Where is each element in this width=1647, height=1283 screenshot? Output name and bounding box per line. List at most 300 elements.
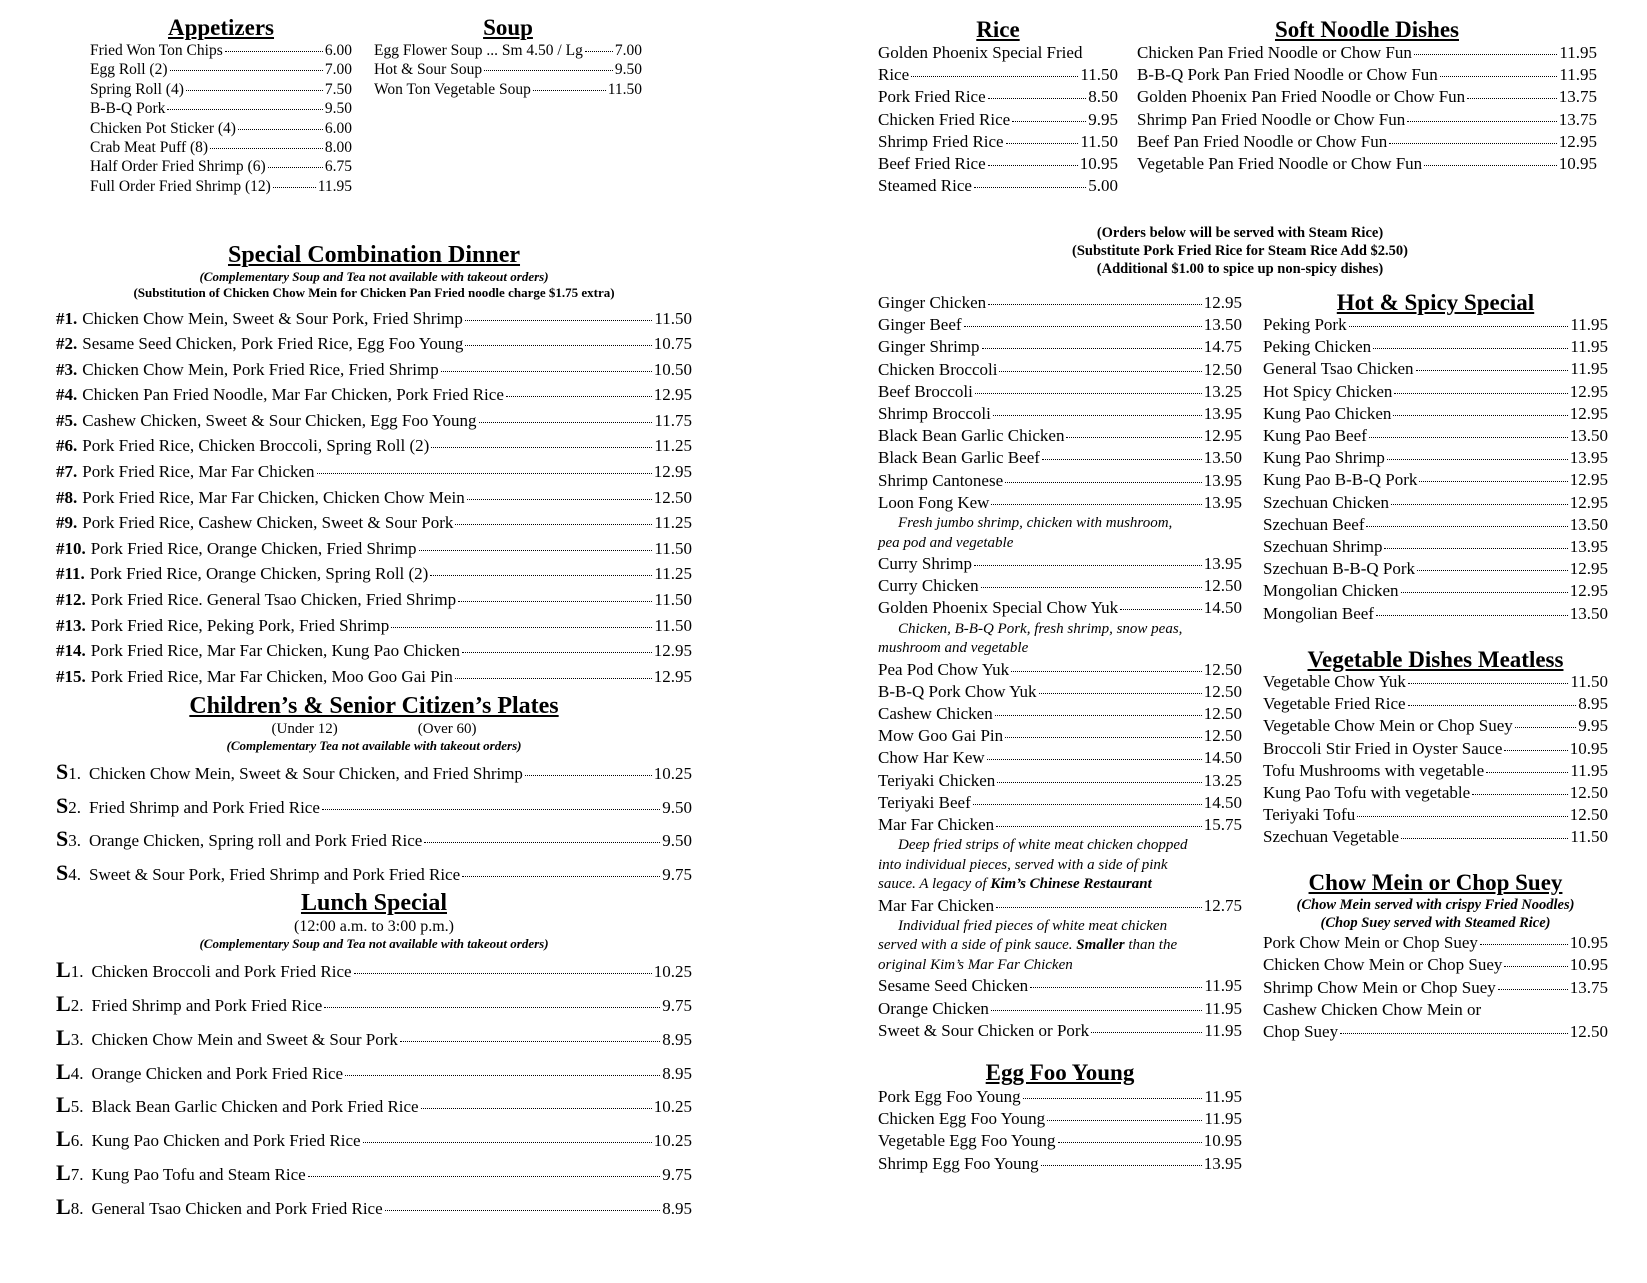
item-price: 14.50 [1203,598,1242,618]
item-price: 13.75 [1558,109,1597,129]
item-price: 11.95 [1204,1087,1242,1106]
menu-item[interactable] [374,80,642,99]
menu-item[interactable] [1263,425,1608,447]
menu-item[interactable] [878,86,1118,108]
item-price: 13.95 [1203,470,1242,490]
menu-item[interactable] [1263,826,1608,848]
menu-item[interactable] [56,331,692,357]
item-name: Egg Flower Soup ... Sm 4.50 / Lg [374,42,583,59]
menu-item[interactable] [878,725,1242,747]
item-name: Pork Fried Rice, Mar Far Chicken, Moo Goo Gai Pin [90,666,453,686]
soup-section [374,16,642,99]
leader-dots [1373,348,1568,349]
menu-item[interactable] [1263,715,1608,737]
item-price: 13.25 [1203,381,1242,401]
menu-item[interactable] [1263,671,1608,693]
item-name: Pork Fried Rice, Mar Far Chicken, Kung Pao Chicken [90,641,460,661]
item-code-number: 4. [68,865,81,885]
leader-dots [533,90,606,91]
item-name: Cashew Chicken, Sweet & Sour Chicken, Egg Foo Young [82,410,477,430]
item-name: Chicken Chow Mein, Sweet & Sour Chicken, and Fried Shrimp [89,764,523,784]
menu-item[interactable] [1137,131,1597,153]
veg-list [1263,671,1608,849]
item-code: #8. [56,487,78,507]
menu-item[interactable] [56,459,692,485]
item-price: 10.75 [653,334,692,354]
menu-item[interactable] [1263,782,1608,804]
menu-item[interactable] [56,857,692,891]
egg-foo-young-section [878,1061,1242,1175]
item-price: 11.75 [654,410,692,430]
menu-item[interactable] [878,747,1242,769]
menu-item[interactable] [56,613,692,639]
item-price: 12.95 [653,666,692,686]
item-price: 13.50 [1203,315,1242,335]
item-code-letter: S [56,826,69,852]
item-name: Vegetable Fried Rice [1263,694,1406,714]
item-code: #15. [56,666,86,686]
item-code-number: 2. [70,996,84,1016]
item-price: 13.50 [1569,603,1608,623]
item-name: Crab Meat Puff (8) [90,139,209,157]
item-price: 13.25 [1203,770,1242,790]
menu-item[interactable] [878,681,1242,703]
item-name: Szechuan B-B-Q Pork [1263,559,1416,579]
leader-dots [455,524,652,525]
item-name: Sweet & Sour Pork, Fried Shrimp and Pork Fried Rice [89,865,461,885]
item-name: Chicken Chow Mein and Sweet & Sour Pork [91,1029,398,1049]
item-price: 11.25 [654,436,692,456]
item-name: Orange Chicken and Pork Fried Rice [91,1063,344,1083]
item-name: Orange Chicken, Spring roll and Pork Fried Rice [89,831,423,851]
menu-item[interactable] [1263,804,1608,826]
menu-item[interactable] [1263,932,1608,954]
leader-dots [975,393,1202,394]
leader-dots [1417,570,1568,571]
item-code-number: 3. [70,1029,84,1049]
leader-dots [1408,683,1568,684]
menu-item[interactable] [1263,381,1608,403]
menu-item[interactable] [90,99,352,118]
item-price: 12.95 [1569,492,1608,512]
item-price: 9.50 [324,100,352,118]
menu-item[interactable] [90,177,352,196]
leader-dots [400,1041,660,1042]
menu-item[interactable] [1263,447,1608,469]
menu-item[interactable] [1137,42,1597,64]
item-name: Hot Spicy Chicken [1263,381,1393,401]
item-code-number: 6. [70,1131,84,1151]
item-name: Kung Pao Tofu and Steam Rice [91,1165,306,1185]
leader-dots [1120,609,1202,610]
children-note: (Complementary Tea not available with takeout orders) [226,738,522,753]
item-price: 6.00 [324,42,352,59]
item-name: Mow Goo Gai Pin [878,726,1004,746]
menu-item[interactable] [56,1157,692,1191]
item-price: 10.25 [653,962,692,982]
leader-dots [995,715,1202,716]
item-name: Shrimp Broccoli [878,404,991,424]
leader-dots [1039,693,1202,694]
leader-dots [1369,437,1568,438]
item-code: #7. [56,462,78,482]
item-name: Fried Won Ton Chips [90,42,223,59]
leader-dots [1391,504,1568,505]
menu-item[interactable] [56,536,692,562]
item-name: Loon Fong Kew [878,492,990,512]
item-name: Sweet & Sour Chicken or Pork [878,1020,1090,1040]
menu-item[interactable] [878,1108,1242,1130]
item-name: Pork Fried Rice, Mar Far Chicken, Chicken Chow Mein [82,487,465,507]
combo-section [56,243,692,689]
menu-item[interactable] [1137,86,1597,108]
item-price: 7.00 [614,42,642,59]
leader-dots [324,1007,660,1008]
item-code: #3. [56,359,78,379]
item-price: 10.25 [653,1097,692,1117]
menu-item[interactable] [878,1153,1242,1175]
item-name: Chicken Chow Mein, Pork Fried Rice, Fried Shrimp [82,359,439,379]
item-name: Chicken Pot Sticker (4) [90,119,236,137]
leader-dots [455,678,652,679]
menu-item[interactable] [1137,109,1597,131]
leader-dots [1486,772,1568,773]
leader-dots [911,76,1078,77]
leader-dots [345,1075,660,1076]
menu-item[interactable] [56,823,692,857]
menu-item[interactable] [878,64,1118,86]
item-name: Full Order Fried Shrimp (12) [90,177,271,195]
menu-item[interactable] [878,447,1242,469]
menu-item[interactable] [374,41,642,60]
menu-item[interactable] [56,306,692,332]
leader-dots [458,601,652,602]
leader-dots [974,565,1202,566]
menu-item[interactable] [56,790,692,824]
leader-dots [1376,615,1568,616]
item-price: 12.95 [1203,293,1242,312]
item-name: Pork Fried Rice, Peking Pork, Fried Shrimp [90,615,390,635]
item-price: 11.50 [654,615,692,635]
item-price: 12.50 [1569,805,1608,825]
item-name: Black Bean Garlic Chicken and Pork Fried Rice [91,1097,419,1117]
item-price: 10.50 [653,359,692,379]
item-price: 13.95 [1203,404,1242,424]
item-name: Golden Phoenix Special Chow Yuk [878,598,1119,618]
menu-item[interactable] [374,60,642,79]
leader-dots [484,70,613,71]
menu-item[interactable] [90,80,352,99]
item-price: 11.50 [1080,131,1118,151]
menu-item[interactable] [1263,358,1608,380]
main-dishes-section [878,292,1242,1042]
item-code: #10. [56,538,86,558]
item-name: Black Bean Garlic Chicken [878,426,1065,446]
item-price: 8.95 [662,1198,692,1218]
item-name: B-B-Q Pork Chow Yuk [878,681,1037,701]
menu-item[interactable] [56,433,692,459]
menu-item[interactable] [56,561,692,587]
item-name: Szechuan Vegetable [1263,827,1400,847]
menu-item[interactable] [56,1022,692,1056]
leader-dots [1407,121,1557,122]
leader-dots [1357,816,1568,817]
menu-item[interactable] [878,975,1242,997]
menu-item[interactable] [56,1191,692,1225]
noodle-title: Soft Noodle Dishes [1274,17,1459,42]
menu-item[interactable] [56,988,692,1022]
menu-item[interactable] [878,597,1242,619]
menu-item[interactable] [1263,492,1608,514]
menu-item[interactable] [878,792,1242,814]
menu-item[interactable] [878,492,1242,514]
menu-item[interactable] [878,336,1242,358]
menu-item[interactable]: Mar Far Chicken 12.75 [878,895,1242,915]
item-name: Chicken Pan Fried Noodle, Mar Far Chicken, Pork Fried Rice [82,385,504,405]
menu-item[interactable] [1263,738,1608,760]
mar-far-small-description: Individual fried pieces of white meat chicken served with a side of pink sauce. Smaller than the original Kim’s Mar Far Chicken [878,917,1178,973]
leader-dots [991,1010,1202,1011]
item-name: General Tsao Chicken and Pork Fried Rice [91,1198,383,1218]
menu-item[interactable] [56,1089,692,1123]
menu-item[interactable]: Chop Suey 12.50 [1263,1022,1608,1042]
item-name: Peking Chicken [1263,337,1372,357]
item-price: 5.00 [1088,176,1118,196]
item-name: Rice [878,65,910,85]
children-section [56,694,692,891]
item-name: Broccoli Stir Fried in Oyster Sauce [1263,738,1503,758]
item-price: 12.95 [653,641,692,661]
menu-item[interactable] [56,1056,692,1090]
menu-item[interactable] [878,425,1242,447]
item-price: 11.95 [1570,359,1608,379]
item-name: Chicken Chow Mein, Sweet & Sour Pork, Fried Shrimp [82,308,463,328]
item-name: Beef Pan Fried Noodle or Chow Fun [1137,131,1388,151]
item-price: 7.50 [324,80,352,98]
item-price: 13.95 [1569,448,1608,468]
item-price: 14.50 [1203,748,1242,768]
leader-dots [308,1176,661,1177]
orders-note-1: (Orders below will be served with Steam Rice) [1096,225,1384,241]
menu-item[interactable] [878,153,1118,175]
menu-item[interactable] [56,638,692,664]
leader-dots [996,826,1202,827]
menu-item[interactable] [878,814,1242,836]
menu-item[interactable] [90,119,352,138]
item-code-number: 8. [70,1198,84,1218]
item-code-letter: L [56,1160,71,1186]
leader-dots [1419,481,1567,482]
menu-item[interactable] [56,954,692,988]
menu-item[interactable] [1263,760,1608,782]
menu-item[interactable] [56,485,692,511]
menu-item[interactable] [878,575,1242,597]
item-price: 7.00 [324,61,352,79]
orders-note-2: (Substitute Pork Fried Rice for Steam Rice Add $2.50) [1071,243,1408,260]
leader-dots [525,775,652,776]
menu-item[interactable] [878,131,1118,153]
item-price: 14.75 [1203,337,1242,357]
menu-item[interactable] [56,510,692,536]
item-name: Shrimp Cantonese [878,470,1004,490]
menu-item[interactable] [1263,558,1608,580]
item-price: 9.50 [614,61,642,79]
menu-item[interactable] [878,1130,1242,1152]
item-name: General Tsao Chicken [1263,359,1414,379]
item-name: Cashew Chicken [878,704,993,724]
menu-item[interactable] [90,157,352,176]
leader-dots [363,1142,652,1143]
item-price: 11.50 [1080,65,1118,85]
menu-item[interactable] [56,357,692,383]
item-name: Sesame Seed Chicken [878,976,1029,996]
menu-item[interactable] [56,587,692,613]
item-code-number: 4. [70,1063,84,1083]
menu-item[interactable] [1263,403,1608,425]
item-code-letter: S [56,860,69,886]
leader-dots [1012,121,1086,122]
item-price: 11.95 [1204,1020,1242,1040]
leader-dots [1408,705,1577,706]
under-12-label: (Under 12) [271,721,338,737]
menu-item[interactable] [1263,469,1608,491]
menu-item[interactable] [56,382,692,408]
item-name: Pork Fried Rice, Orange Chicken, Fried Shrimp [90,538,417,558]
chow-mein-section [1263,871,1608,1043]
menu-item[interactable] [878,403,1242,425]
menu-item[interactable] [1263,514,1608,536]
menu-item[interactable] [1137,64,1597,86]
item-name: Chicken Fried Rice [878,109,1011,129]
leader-dots [479,422,653,423]
leader-dots [1515,727,1576,728]
menu-item[interactable] [878,381,1242,403]
item-price: 10.25 [653,1131,692,1151]
item-name: Kung Pao Beef [1263,426,1367,446]
menu-item[interactable] [878,703,1242,725]
item-price: 11.95 [1570,337,1608,357]
item-price: 12.95 [653,385,692,405]
item-name: Shrimp Fried Rice [878,131,1004,151]
item-name: Pork Fried Rice, Orange Chicken, Spring Roll (2) [89,564,429,584]
menu-item[interactable] [878,292,1242,314]
item-price: 10.95 [1569,738,1608,758]
leader-dots [1030,987,1202,988]
item-price: 11.50 [607,80,642,98]
leader-dots [225,51,323,52]
item-name: Ginger Beef [878,315,962,335]
hot-list [1263,314,1608,625]
leader-dots [1011,671,1202,672]
menu-item[interactable] [56,756,692,790]
leader-dots [385,1210,661,1211]
menu-item[interactable] [878,1086,1242,1108]
leader-dots [419,550,653,551]
menu-item[interactable] [90,138,352,157]
menu-item[interactable] [1263,336,1608,358]
leader-dots [1389,143,1556,144]
menu-item[interactable] [878,770,1242,792]
menu-item[interactable] [90,41,352,60]
leader-dots [1366,526,1567,527]
leader-dots [1091,1032,1202,1033]
menu-item[interactable] [878,175,1118,197]
item-price: 12.50 [1203,659,1242,679]
item-name: Teriyaki Tofu [1263,805,1356,825]
item-price: 13.75 [1569,977,1608,997]
item-code-number: 1. [70,962,84,982]
menu-item[interactable] [878,470,1242,492]
leader-dots [354,973,652,974]
item-price: 13.50 [1569,426,1608,446]
item-price: 9.75 [662,1165,692,1185]
item-price: 12.95 [653,462,692,482]
menu-item[interactable] [1263,693,1608,715]
menu-item[interactable] [1263,603,1608,625]
menu-item[interactable] [1263,314,1608,336]
item-code: #6. [56,436,78,456]
item-price: 11.95 [1204,1109,1242,1129]
lunch-note: (Complementary Soup and Tea not available with takeout orders) [199,936,549,951]
item-name: Beef Fried Rice [878,154,986,174]
item-price: 11.50 [1570,672,1608,691]
leader-dots [1414,54,1558,55]
item-code-letter: S [56,792,69,818]
menu-item[interactable] [56,1123,692,1157]
item-price: 13.95 [1203,1153,1242,1173]
menu-item[interactable] [878,314,1242,336]
menu-item[interactable] [1263,580,1608,602]
leader-dots [964,326,1202,327]
menu-item[interactable] [56,408,692,434]
item-price: 11.25 [654,564,692,584]
menu-item[interactable] [56,664,692,690]
menu-item[interactable] [90,60,352,79]
item-price: 8.95 [1578,694,1608,714]
menu-item[interactable] [878,1020,1242,1042]
leader-dots [1401,838,1568,839]
item-price: 12.50 [1203,726,1242,746]
item-name: Szechuan Shrimp [1263,537,1383,557]
item-price: 12.50 [1203,704,1242,724]
item-name: Shrimp Egg Foo Young [878,1153,1039,1173]
leader-dots [322,809,660,810]
leader-dots [1384,548,1567,549]
item-code-letter: L [56,1092,71,1118]
orders-note-3: (Additional $1.00 to spice up non-spicy dishes) [1096,261,1384,278]
menu-item[interactable] [878,553,1242,575]
item-code-number: 5. [70,1097,84,1117]
menu-item[interactable] [1137,153,1597,175]
leader-dots [1498,989,1568,990]
item-name: Peking Pork [1263,315,1347,334]
over-60-label: (Over 60) [417,721,477,737]
leader-dots [170,70,323,71]
appetizers-list [90,41,352,196]
menu-item[interactable] [878,659,1242,681]
menu-item[interactable] [878,998,1242,1020]
menu-item[interactable] [1263,536,1608,558]
menu-item[interactable] [878,109,1118,131]
leader-dots [465,320,653,321]
menu-item[interactable] [1263,954,1608,976]
item-code: #5. [56,410,78,430]
menu-item[interactable] [878,359,1242,381]
item-price: 11.50 [654,590,692,610]
menu-item[interactable] [1263,977,1608,999]
combo-list [56,306,692,690]
item-price: 8.00 [324,139,352,157]
